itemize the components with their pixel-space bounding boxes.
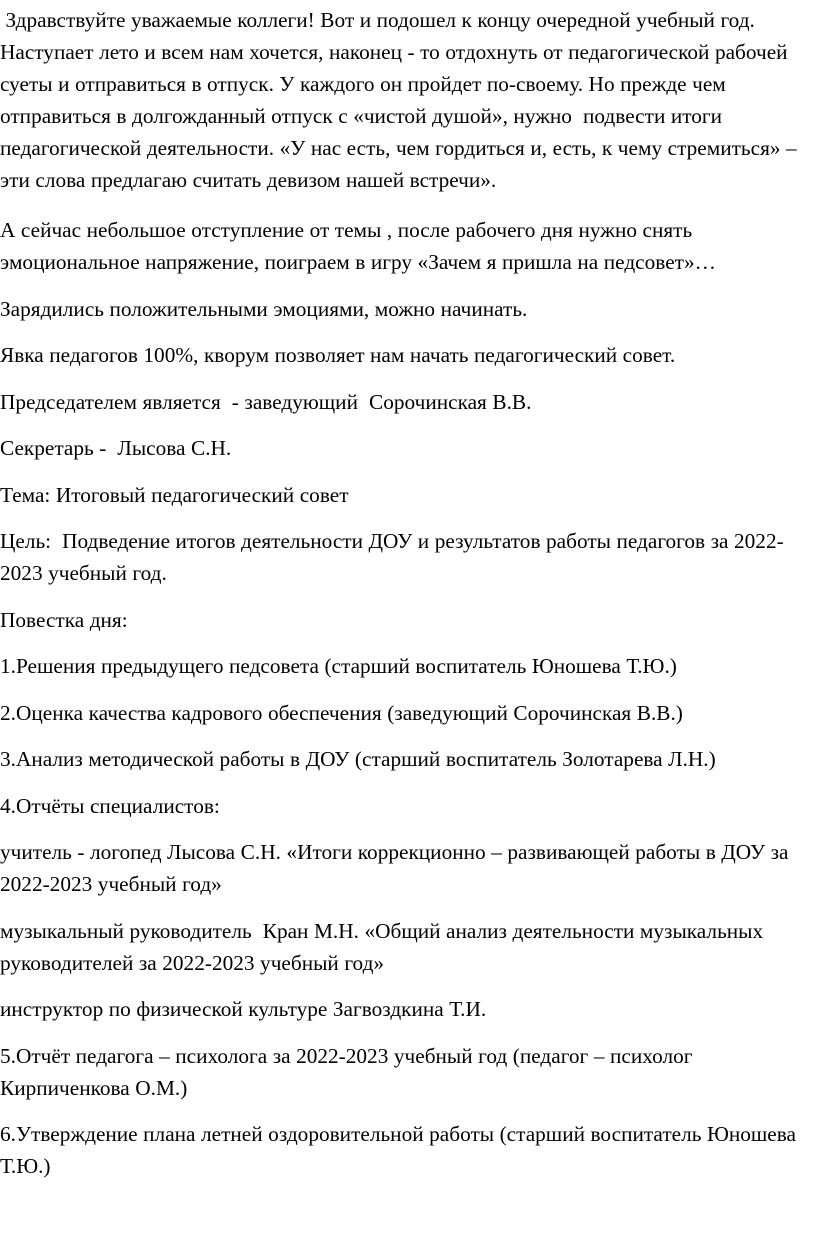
agenda-item-5: 5.Отчёт педагога – психолога за 2022-2023 учебный год (педагог – психолог Кирпиченкова О.М.) bbox=[0, 1043, 698, 1100]
agenda-heading: Повестка дня: bbox=[0, 607, 128, 632]
goal-paragraph: Цель: Подведение итогов деятельности ДОУ и результатов работы педагогов за 2022-2023 учебный год. bbox=[0, 529, 784, 585]
agenda-item-2: 2.Оценка качества кадрового обеспечения (заведующий Сорочинская В.В.) bbox=[0, 700, 683, 725]
emotions-paragraph: Зарядились положительными эмоциями, можно начинать. bbox=[0, 296, 528, 321]
agenda-item-6: 6.Утверждение плана летней оздоровительной работы (старший воспитатель Юношева Т.Ю.) bbox=[0, 1122, 802, 1178]
agenda-item-1: 1.Решения предыдущего педсовета (старший воспитатель Юношева Т.Ю.) bbox=[0, 654, 677, 678]
agenda-item-3: 3.Анализ методической работы в ДОУ (старший воспитатель Золотарева Л.Н.) bbox=[0, 747, 716, 771]
game-paragraph: А сейчас небольшое отступление от темы , после рабочего дня нужно снять эмоциональное напряжение, поиграем в игру «Зачем я пришла на педсовет»… bbox=[0, 218, 716, 274]
topic-paragraph: Тема: Итоговый педагогический совет bbox=[0, 482, 349, 507]
specialist-music-director: музыкальный руководитель Кран М.Н. «Общий анализ деятельности музыкальных руководителей за 2022-2023 учебный год» bbox=[0, 918, 769, 975]
greeting-paragraph: Здравствуйте уважаемые коллеги! Вот и подошел к концу очередной учебный год. Наступает лето и всем нам хочется, наконец - то отдохнуть от педагогической рабочей суеты и отправиться в отпуск. У каждого он пройдет по-своему. Но прежде чем отправиться в долгожданный отпуск с «чистой душой», нужно подвести итоги педагогической деятельности. «У нас есть, чем гордиться и, есть, к чему стремиться» – эти слова предлагаю считать девизом нашей встречи». bbox=[0, 8, 803, 192]
agenda-item-4: 4.Отчёты специалистов: bbox=[0, 793, 220, 818]
chairman-paragraph: Председателем является - заведующий Сорочинская В.В. bbox=[0, 389, 532, 414]
specialist-speech-therapist: учитель - логопед Лысова С.Н. «Итоги коррекционно – развивающей работы в ДОУ за 2022-2023 учебный год» bbox=[0, 840, 794, 896]
attendance-paragraph: Явка педагогов 100%, кворум позволяет нам начать педагогический совет. bbox=[0, 343, 676, 367]
specialist-physical-instructor: инструктор по физической культуре Загвоздкина Т.И. bbox=[0, 997, 487, 1021]
secretary-paragraph: Секретарь - Лысова С.Н. bbox=[0, 436, 232, 460]
